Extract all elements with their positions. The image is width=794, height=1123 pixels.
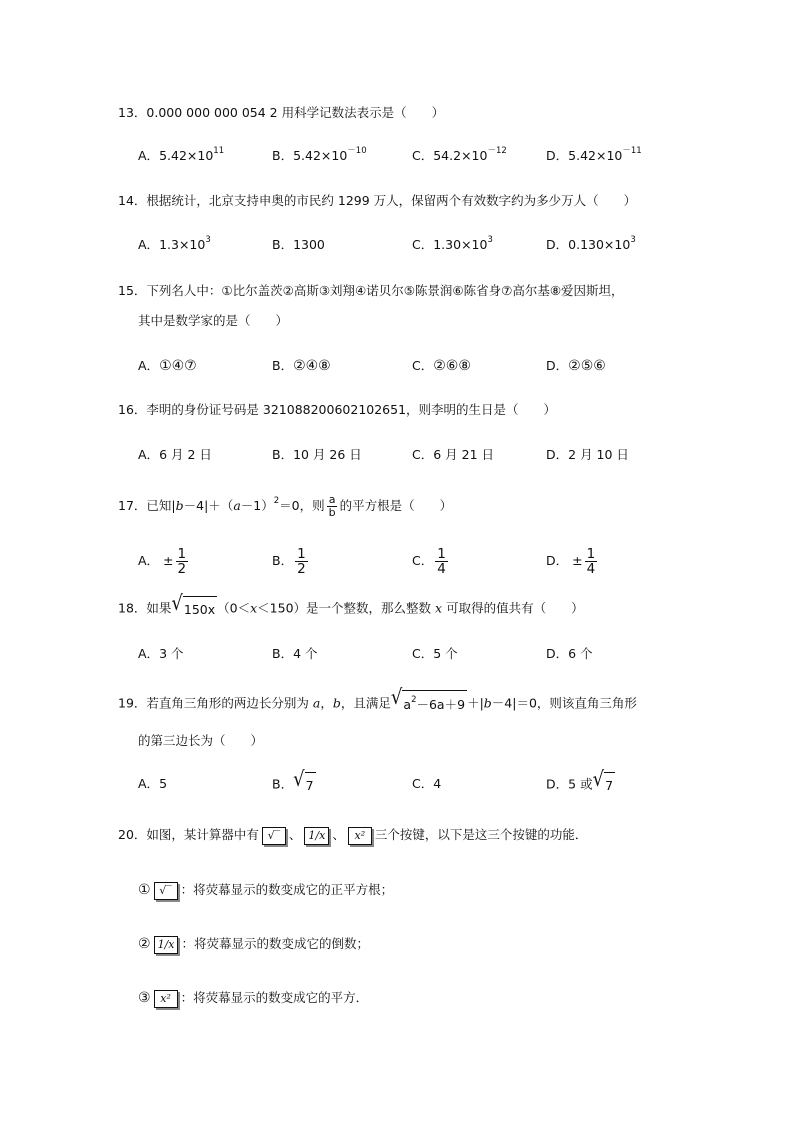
fraction-denominator: 4 xyxy=(437,561,446,577)
q18-stem-a: 18．如果 xyxy=(118,600,172,616)
q19-stem-line2: 的第三边长为（ ） xyxy=(138,733,264,748)
q19-option-c[interactable] xyxy=(412,774,441,794)
q17-stem-d: ＝0，则 xyxy=(279,498,325,513)
q18-stem xyxy=(118,591,584,622)
q15-option-c[interactable] xyxy=(412,356,471,376)
fraction-denominator: b xyxy=(328,506,336,519)
q19-stem-d: －4|＝0，则该直角三角形 xyxy=(491,695,637,711)
option-text: 5 或 xyxy=(568,776,593,792)
option-text: 5 xyxy=(159,776,168,791)
q20-stem xyxy=(118,823,587,847)
option-base: 54.2×10 xyxy=(433,148,488,163)
q15-option-b[interactable] xyxy=(272,356,331,376)
q14-option-b[interactable] xyxy=(272,235,325,255)
q17-stem xyxy=(118,489,452,523)
q16-stem: 16．李明的身份证号码是 321088200602102651，则李明的生日是（ ） xyxy=(118,402,557,417)
option-text: 5 个 xyxy=(433,646,458,661)
q14-option-a[interactable] xyxy=(138,235,211,255)
option-label: A． xyxy=(138,553,160,568)
option-base: 5.42×10 xyxy=(159,148,214,163)
option-text: 10 月 26 日 xyxy=(293,447,362,462)
option-fraction xyxy=(585,547,598,576)
option-base: 5.42×10 xyxy=(293,148,348,163)
option-label: D． xyxy=(546,148,569,163)
square-key-icon: x² xyxy=(348,827,372,845)
q14-stem: 14．根据统计，北京支持申奥的市民约 1299 万人，保留两个有效数字约为多少万人（ ） xyxy=(118,193,637,208)
option-fraction xyxy=(295,547,308,576)
option-label: D． xyxy=(546,237,569,252)
option-text: ②⑥⑧ xyxy=(433,358,471,374)
option-label: D． xyxy=(546,776,569,792)
radical-sign-icon: √ xyxy=(171,591,183,616)
q19-var-b2: b xyxy=(483,695,492,711)
item-text: ：将荧幕显示的数变成它的倒数； xyxy=(181,936,369,951)
q20-item-1 xyxy=(138,878,393,902)
radical-sign-icon: √ xyxy=(293,767,305,792)
q19-stem-c: ＋| xyxy=(467,695,484,711)
option-text: 6 月 2 日 xyxy=(159,447,212,462)
q19-rad-rest: －6a＋9 xyxy=(416,697,466,712)
fraction-denominator: 2 xyxy=(177,561,187,577)
q19-comma: ， xyxy=(320,695,333,711)
option-base: 1300 xyxy=(293,237,325,252)
option-text: ②⑤⑥ xyxy=(568,358,606,374)
option-label: B． xyxy=(272,358,294,373)
option-base: 0.130×10 xyxy=(568,237,631,252)
q19-sqrt xyxy=(390,685,467,718)
fraction-numerator: 1 xyxy=(297,545,306,562)
q17-option-d[interactable] xyxy=(546,544,599,578)
q17-var-a: a xyxy=(233,498,241,513)
q19-stem-line1 xyxy=(118,685,637,718)
fraction-numerator: a xyxy=(328,493,336,507)
q15-option-d[interactable] xyxy=(546,356,606,376)
option-label: D． xyxy=(546,553,569,568)
item-text: ：将荧幕显示的数变成它的平方． xyxy=(180,990,369,1005)
q18-stem-d: 可取得的值共有（ ） xyxy=(446,600,584,616)
q13-option-d[interactable] xyxy=(546,146,642,166)
option-label: C． xyxy=(412,646,434,661)
option-label: A． xyxy=(138,776,160,791)
q20-stem-a: 20．如图，某计算器中有 xyxy=(118,827,259,842)
option-sqrt xyxy=(592,767,615,798)
option-label: A． xyxy=(138,447,160,462)
sqrt-key-icon: √‾ xyxy=(262,827,286,845)
q16-option-d[interactable] xyxy=(546,445,629,465)
q18-stem-c: ＜150）是一个整数，那么整数 xyxy=(257,600,432,616)
option-sign: ± xyxy=(572,553,583,568)
q18-sqrt xyxy=(171,591,217,622)
q18-option-c[interactable] xyxy=(412,644,458,664)
q18-stem-b: （0＜ xyxy=(217,600,251,616)
q17-var-b: b xyxy=(175,498,184,513)
q16-option-c[interactable] xyxy=(412,445,494,465)
option-label: B． xyxy=(272,646,294,661)
q13-option-a[interactable] xyxy=(138,146,224,166)
q17-option-b[interactable] xyxy=(272,544,310,578)
option-fraction xyxy=(176,547,189,576)
q17-square: 2 xyxy=(273,495,280,506)
reciprocal-key-icon: 1/x xyxy=(154,936,179,954)
option-sign: ± xyxy=(163,553,174,568)
q19-stem-a: 19．若直角三角形的两边长分别为 xyxy=(118,695,309,711)
q18-option-a[interactable] xyxy=(138,644,184,664)
q17-option-c[interactable] xyxy=(412,544,450,578)
q14-option-c[interactable] xyxy=(412,235,493,255)
q16-option-b[interactable] xyxy=(272,445,362,465)
fraction-denominator: 2 xyxy=(297,561,306,577)
option-label: B． xyxy=(272,447,294,462)
option-text: ①④⑦ xyxy=(159,358,197,374)
option-label: B． xyxy=(272,553,294,568)
q17-stem-e: 的平方根是（ ） xyxy=(339,498,453,513)
option-text: 2 月 10 日 xyxy=(568,447,629,462)
q18-option-d[interactable] xyxy=(546,644,593,664)
q19-radicand xyxy=(402,690,467,718)
option-label: D． xyxy=(546,646,569,661)
q19-rad-square: 2 xyxy=(411,694,417,705)
option-exp: 3 xyxy=(205,234,211,245)
q18-radicand: 150x xyxy=(183,596,217,622)
option-label: C． xyxy=(412,776,434,791)
fraction-denominator: 4 xyxy=(586,561,596,577)
option-fraction xyxy=(435,547,448,576)
q19-stem-b: ，且满足 xyxy=(340,695,391,711)
q17-stem-c: －1） xyxy=(240,498,274,513)
q17-stem-b: －4|＋（ xyxy=(183,498,234,513)
q15-option-a[interactable] xyxy=(138,356,197,376)
option-radicand: 7 xyxy=(604,772,615,798)
option-text: 3 个 xyxy=(159,646,184,661)
fraction-numerator: 1 xyxy=(177,545,187,562)
option-label: C． xyxy=(412,148,434,163)
radical-sign-icon: √ xyxy=(592,767,605,792)
radical-sign-icon: √ xyxy=(390,685,403,710)
option-exp: －10 xyxy=(347,145,367,156)
q18-var-x2: x xyxy=(435,600,443,616)
option-label: C． xyxy=(412,553,434,568)
q20-sep-1: 、 xyxy=(288,827,302,842)
square-key-icon: x² xyxy=(154,990,178,1008)
item-text: ：将荧幕显示的数变成它的正平方根； xyxy=(180,882,394,897)
option-label: C． xyxy=(412,237,434,252)
option-base: 1.30×10 xyxy=(433,237,488,252)
option-label: C． xyxy=(412,447,434,462)
q19-option-d[interactable] xyxy=(546,767,615,798)
q20-item-3 xyxy=(138,986,368,1010)
option-base: 5.42×10 xyxy=(568,148,623,163)
fraction-numerator: 1 xyxy=(437,545,446,562)
q15-stem-line1: 15．下列名人中：①比尔盖茨②高斯③刘翔④诺贝尔⑤陈景润⑥陈省身⑦高尔基⑧爱因斯坦， xyxy=(118,283,624,298)
option-text: ②④⑧ xyxy=(293,358,331,374)
q19-option-b[interactable] xyxy=(272,767,316,798)
option-text: 6 月 21 日 xyxy=(433,447,495,462)
option-label: B． xyxy=(272,237,294,252)
option-text: 4 xyxy=(433,776,442,791)
item-mark: ③ xyxy=(138,990,151,1006)
option-label: D． xyxy=(546,358,569,373)
q15-stem-line2: 其中是数学家的是（ ） xyxy=(138,313,289,328)
q19-option-a[interactable] xyxy=(138,774,167,794)
q14-option-d[interactable] xyxy=(546,235,636,255)
option-base: 1.3×10 xyxy=(159,237,206,252)
option-exp: 3 xyxy=(630,234,636,245)
q13-option-b[interactable] xyxy=(272,146,367,166)
option-label: A． xyxy=(138,148,160,163)
option-text: 6 个 xyxy=(568,646,593,661)
q19-var-b: b xyxy=(332,695,341,711)
q20-sep-2: 、 xyxy=(332,827,345,842)
option-label: B． xyxy=(272,776,294,792)
q17-stem-a: 17．已知| xyxy=(118,498,176,513)
q19-var-a: a xyxy=(312,695,321,711)
option-label: A． xyxy=(138,237,160,252)
fraction-numerator: 1 xyxy=(586,545,596,562)
option-label: D． xyxy=(546,447,569,462)
q13-stem: 13．0.000 000 000 054 2 用科学记数法表示是（ ） xyxy=(118,105,445,120)
option-exp: 3 xyxy=(487,234,493,245)
option-label: C． xyxy=(412,358,434,373)
option-label: A． xyxy=(138,646,160,661)
option-label: B． xyxy=(272,148,294,163)
q16-option-a[interactable] xyxy=(138,445,212,465)
q18-option-b[interactable] xyxy=(272,644,318,664)
reciprocal-key-icon: 1/x xyxy=(304,827,329,845)
q19-rad-a: a xyxy=(403,697,412,712)
sqrt-key-icon: √‾ xyxy=(154,882,178,900)
item-mark: ① xyxy=(138,882,151,898)
option-exp: 11 xyxy=(213,145,225,156)
q13-option-c[interactable] xyxy=(412,146,507,166)
q17-option-a[interactable] xyxy=(138,544,190,578)
q20-item-2 xyxy=(138,932,369,956)
option-exp: －11 xyxy=(622,145,642,156)
option-sqrt xyxy=(293,767,315,798)
option-radicand: 7 xyxy=(305,772,316,798)
option-text: 4 个 xyxy=(293,646,318,661)
option-exp: －12 xyxy=(487,145,507,156)
q20-stem-b: 三个按键，以下是这三个按键的功能． xyxy=(374,827,588,842)
option-label: A． xyxy=(138,358,160,373)
q17-fraction xyxy=(327,494,338,518)
item-mark: ② xyxy=(138,936,151,952)
q18-var-x: x xyxy=(250,600,258,616)
